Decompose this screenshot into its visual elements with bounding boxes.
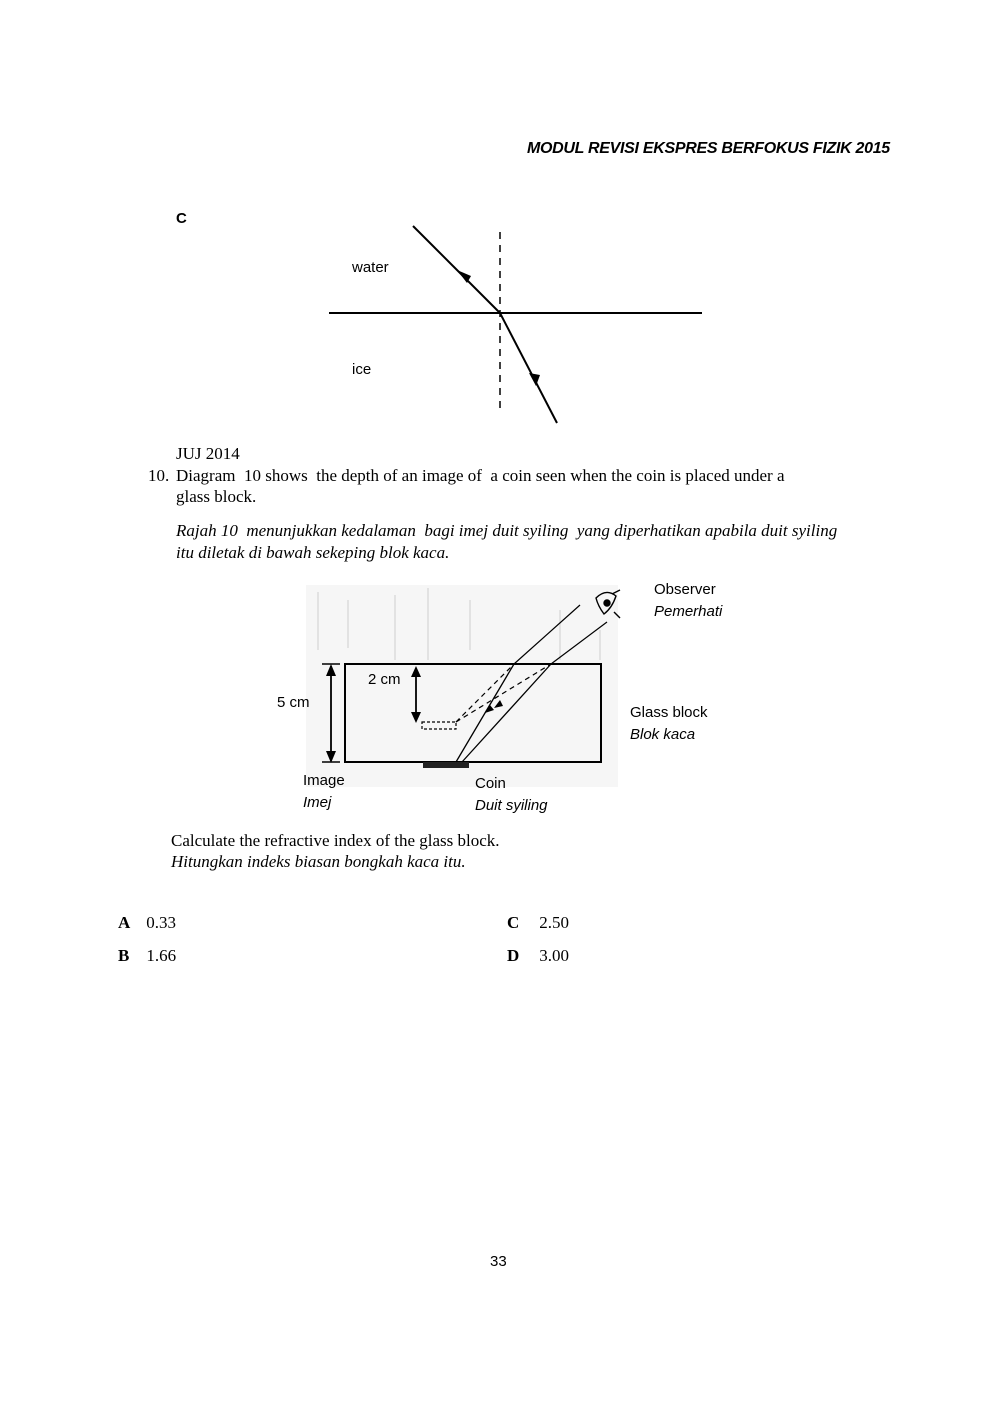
coin-shape bbox=[423, 762, 469, 768]
label-coin-ms: Duit syiling bbox=[475, 797, 548, 814]
label-ice: ice bbox=[352, 361, 372, 378]
option-a-letter: A bbox=[118, 913, 131, 932]
label-coin-en: Coin bbox=[475, 775, 506, 792]
option-d[interactable] bbox=[507, 946, 569, 966]
option-c[interactable] bbox=[507, 913, 569, 933]
scan-background bbox=[306, 585, 618, 787]
question-text-en-2: glass block. bbox=[176, 487, 257, 506]
option-d-letter: D bbox=[507, 946, 520, 965]
label-glass-en: Glass block bbox=[630, 704, 708, 721]
label-depth-image: 2 cm bbox=[368, 671, 401, 688]
option-a-value: 0.33 bbox=[146, 913, 177, 932]
page-number: 33 bbox=[490, 1253, 507, 1270]
prompt-en: Calculate the refractive index of the glass block. bbox=[171, 831, 500, 850]
label-water: water bbox=[352, 259, 389, 276]
question-text-ms-1: Rajah 10 menunjukkan kedalaman bagi imej duit syiling yang diperhatikan apabila duit syiling bbox=[176, 521, 838, 540]
option-c-letter: C bbox=[176, 210, 187, 227]
option-b-letter: B bbox=[118, 946, 130, 965]
label-depth-total: 5 cm bbox=[277, 694, 310, 711]
label-image-en: Image bbox=[303, 772, 345, 789]
question-text-ms-2: itu diletak di bawah sekeping blok kaca. bbox=[176, 543, 450, 562]
label-glass-ms: Blok kaca bbox=[630, 726, 696, 743]
option-b-value: 1.66 bbox=[146, 946, 177, 965]
option-c-value: 2.50 bbox=[539, 913, 570, 932]
page-header-title: MODUL REVISI EKSPRES BERFOKUS FIZIK 2015 bbox=[527, 140, 890, 157]
label-image-ms: Imej bbox=[303, 794, 332, 811]
question-number: 10. bbox=[148, 466, 170, 485]
label-observer-en: Observer bbox=[654, 581, 716, 598]
option-a[interactable] bbox=[118, 913, 176, 933]
question-source: JUJ 2014 bbox=[176, 444, 240, 463]
option-b[interactable] bbox=[118, 946, 176, 966]
label-observer-ms: Pemerhati bbox=[654, 603, 723, 620]
option-d-value: 3.00 bbox=[539, 946, 570, 965]
option-c-letter: C bbox=[507, 913, 520, 932]
question-text-en-1: Diagram 10 shows the depth of an image of a coin seen when the coin is placed under a bbox=[176, 466, 785, 485]
prompt-ms: Hitungkan indeks biasan bongkah kaca itu. bbox=[171, 852, 466, 871]
